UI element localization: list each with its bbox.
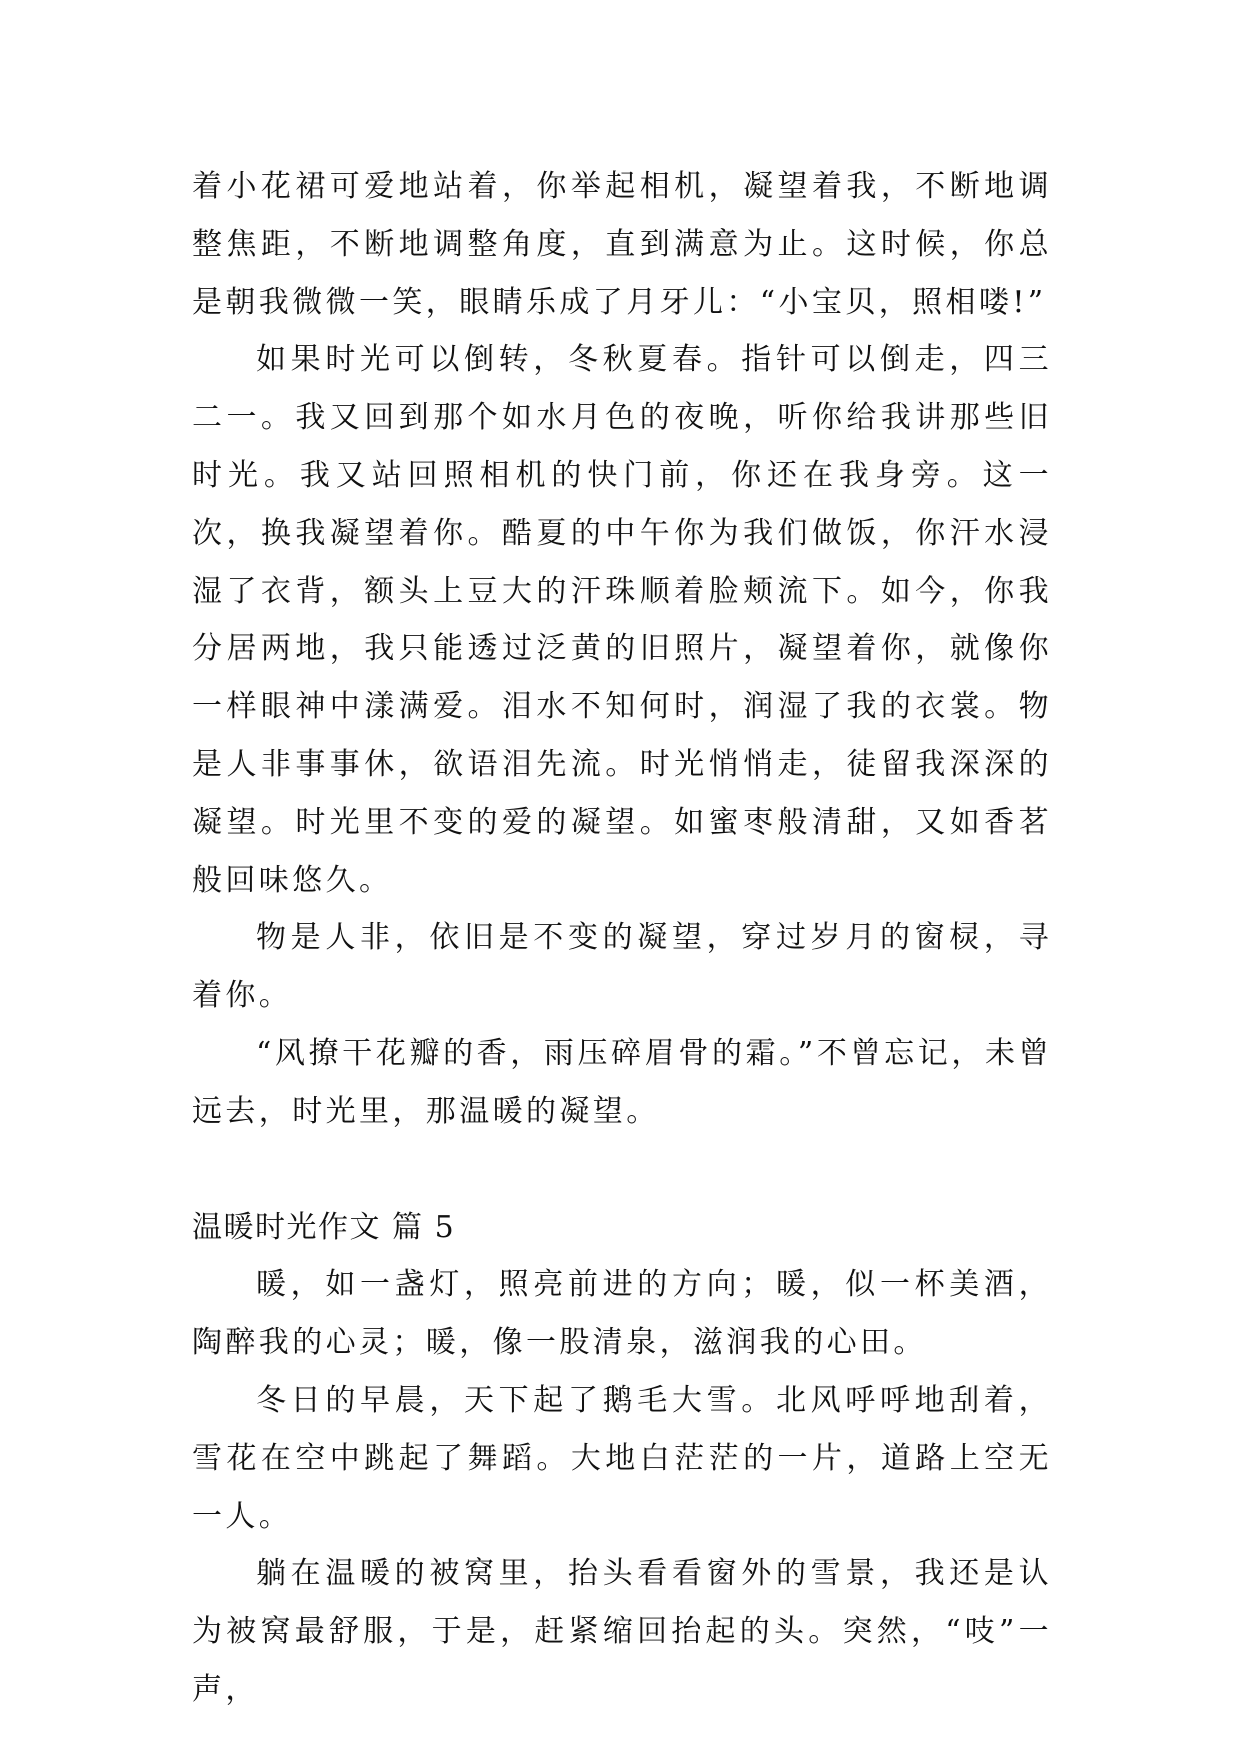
- paragraph-warmth-intro: 暖，如一盏灯，照亮前进的方向；暖，似一杯美酒，陶醉我的心灵；暖，像一股清泉，滋润我的心田。: [192, 1267, 1052, 1361]
- document-body: [192, 158, 1052, 1719]
- paragraph-winter-morning: 冬日的早晨，天下起了鹅毛大雪。北风呼呼地刮着，雪花在空中跳起了舞蹈。大地白茫茫的一片，道路上空无一人。: [192, 1382, 1052, 1534]
- paragraph-warm-bed: 躺在温暖的被窝里，抬头看看窗外的雪景，我还是认为被窝最舒服，于是，赶紧缩回抬起的头。突然，“吱”一声，: [192, 1556, 1052, 1707]
- paragraph-time-reversal: 如果时光可以倒转，冬秋夏春。指针可以倒走，四三二一。我又回到那个如水月色的夜晚，听你给我讲那些旧时光。我又站回照相机的快门前，你还在我身旁。这一次，换我凝望着你。酷夏的中午你为我们做饭，你汗水浸湿了衣背，额头上豆大的汗珠顺着脸颊流下。如今，你我分居两地，我只能透过泛黄的旧照片，凝望着你，就像你一样眼神中漾满爱。泪水不知何时，润湿了我的衣裳。物是人非事事休，欲语泪先流。时光悄悄走，徒留我深深的凝望。时光里不变的爱的凝望。如蜜枣般清甜，又如香茗般回味悠久。: [192, 342, 1052, 898]
- section-title: 温暖时光作文 篇 5: [192, 1209, 456, 1245]
- paragraph-quote: “风撩干花瓣的香，雨压碎眉骨的霜。”不曾忘记，未曾远去，时光里，那温暖的凝望。: [192, 1035, 1052, 1129]
- paragraph-continuation: 着小花裙可爱地站着，你举起相机，凝望着我，不断地调整焦距，不断地调整角度，直到满意为止。这时候，你总是朝我微微一笑，眼睛乐成了月牙儿：“小宝贝，照相喽!”: [192, 169, 1052, 320]
- paragraph-unchanged-gaze: 物是人非，依旧是不变的凝望，穿过岁月的窗棂，寻着你。: [192, 920, 1052, 1014]
